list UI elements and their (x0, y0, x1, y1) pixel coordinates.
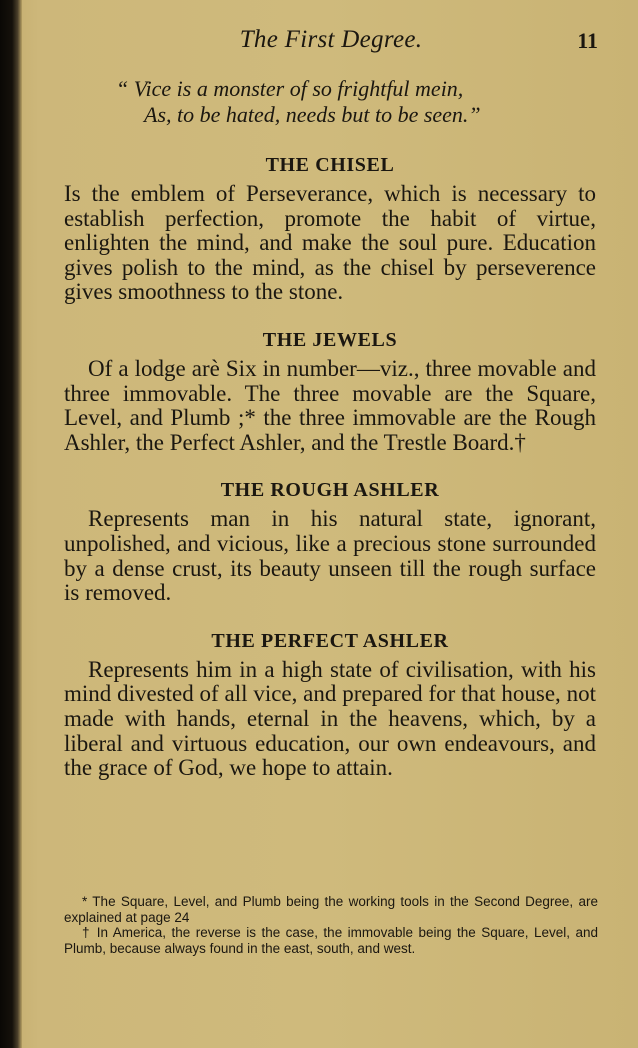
footnote-2: † In America, the reverse is the case, the immovable being the Square, Level, and Plumb, because always found in the east, south, and west. (64, 925, 598, 956)
footnote-1: * The Square, Level, and Plumb being the working tools in the Second Degree, are explained at page 24 (64, 894, 598, 925)
section-perfect-ashler (64, 624, 596, 781)
section-chisel (64, 148, 596, 305)
footnotes (64, 894, 598, 956)
section-heading: THE PERFECT ASHLER (211, 629, 449, 652)
section-rough-ashler (64, 473, 596, 605)
section-paragraph: Of a lodge arè Six in number—viz., three movable and three immovable. The three movable are the Square, Level, and Plumb ;* the three immovable are the Rough Ashler, the Perfect Ashler, and the Trestle Board.† (64, 355, 596, 455)
epigraph-line-1: “ Vice is a monster of so frightful mein, (116, 76, 464, 101)
section-heading: THE CHISEL (265, 154, 395, 176)
section-heading: THE ROUGH ASHLER (220, 479, 440, 502)
section-paragraph: Is the emblem of Perseverance, which is necessary to establish perfection, promote the habit of virtue, enlighten the mind, and make the soul pure. Education gives polish to the mind, as the chisel by perseverence gives smoothness to the stone. (64, 181, 596, 305)
running-head (64, 26, 598, 56)
section-paragraph: Represents him in a high state of civilisation, with his mind divested of all vice, and prepared for that house, not made with hands, eternal in the heavens, which, by a liberal and virtuous education, our own endeavours, and the grace of God, we hope to attain. (64, 656, 596, 781)
book-binding-edge (0, 0, 22, 1048)
section-paragraph: Represents man in his natural state, ignorant, unpolished, and vicious, like a precious stone surrounded by a dense crust, its beauty unseen till the rough surface is removed. (64, 506, 596, 606)
section-jewels (64, 323, 596, 455)
epigraph-line-2: As, to be hated, needs but to be seen.” (144, 102, 481, 127)
page-body (64, 148, 596, 799)
running-title: The First Degree. (239, 26, 423, 53)
epigraph (64, 76, 598, 128)
page-number: 11 (577, 28, 598, 53)
section-heading: THE JEWELS (262, 328, 398, 351)
